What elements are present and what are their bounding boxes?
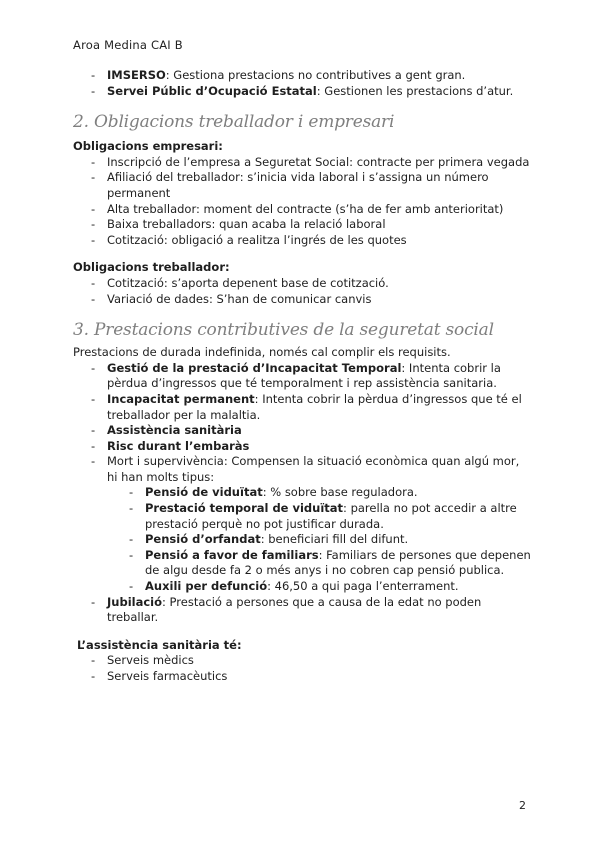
list-item	[73, 439, 533, 455]
item-text: : Familiars de persones que depenen de algu desde fa 2 o més anys i no cobren cap pensió publica.	[145, 547, 531, 578]
sublist-item	[73, 548, 533, 579]
page-number: 2	[519, 799, 526, 812]
item-term: Assistència sanitària	[107, 423, 242, 438]
item-text: : Intenta cobrir la pèrdua d’ingressos que té el treballador per la malaltia.	[107, 391, 522, 422]
list-item: - Cotització: s’aporta depenent base de cotització.	[73, 276, 533, 292]
list-item: - Alta treballador: moment del contracte (s’ha de fer amb anterioritat)	[73, 202, 533, 218]
item-text: Mort i supervivència: Compensen la situació econòmica quan algú mor, hi han molts tipus:	[107, 454, 520, 484]
list-item: - Variació de dades: S’han de comunicar canvis	[73, 292, 533, 308]
list-item: - Serveis mèdics	[73, 653, 533, 669]
item-term: Pensió a favor de familiars	[145, 547, 319, 562]
document-body	[73, 68, 533, 685]
list-item	[73, 84, 533, 100]
empresari-list	[73, 155, 533, 249]
item-term: Risc durant l’embaràs	[107, 438, 250, 453]
section-3-heading: 3. Prestacions contributives de la seguretat social	[73, 320, 494, 341]
item-term: Gestió de la prestació d’Incapacitat Temporal	[107, 360, 402, 375]
list-item	[73, 361, 533, 392]
mort-sublist	[73, 485, 533, 594]
section-2-heading: 2. Obligacions treballador i empresari	[73, 112, 395, 133]
list-item: - Inscripció de l’empresa a Seguretat Social: contracte per primera vegada	[73, 155, 533, 171]
sublist-item	[73, 579, 533, 595]
list-item: - Cotització: obligació a realitza l’ingrés de les quotes	[73, 233, 533, 249]
list-item	[73, 454, 533, 594]
page-header: Aroa Medina CAI B	[73, 38, 183, 52]
list-item: - Serveis farmacèutics	[73, 669, 533, 685]
assistencia-title: L’assistència sanitària té:	[73, 637, 242, 652]
item-term: Incapacitat permanent	[107, 391, 255, 406]
list-item	[73, 392, 533, 423]
list-item: - Baixa treballadors: quan acaba la relació laboral	[73, 217, 533, 233]
item-term: Auxili per defunció	[145, 579, 268, 594]
item-term: Jubilació	[107, 594, 163, 609]
item-text: : 46,50 a qui paga l’enterrament.	[267, 579, 459, 594]
item-text: : Gestionen les prestacions d’atur.	[316, 83, 514, 98]
sublist-item	[73, 501, 533, 532]
treballador-list	[73, 276, 533, 307]
empresari-title: Obligacions empresari:	[73, 139, 223, 154]
item-text: : Gestiona prestacions no contributives a gent gran.	[165, 68, 466, 82]
sublist-item	[73, 485, 533, 501]
list-item	[73, 68, 533, 84]
section-3-intro: Prestacions de durada indefinida, només cal complir els requisits.	[73, 345, 451, 360]
assistencia-list	[73, 653, 533, 684]
item-term: Pensió de viduïtat	[145, 485, 263, 500]
item-term: Prestació temporal de viduïtat	[145, 501, 344, 516]
item-text: : Intenta cobrir la pèrdua d’ingressos que té temporalment i rep assistència sanitaria.	[107, 360, 501, 391]
item-term: Servei Públic d’Ocupació Estatal	[107, 83, 317, 98]
list-item	[73, 595, 533, 626]
sublist-item	[73, 532, 533, 548]
prestacions-list	[73, 361, 533, 626]
item-term: IMSERSO	[107, 68, 166, 82]
item-term: Pensió d’orfandat	[145, 532, 261, 547]
item-text: : parella no pot accedir a altre prestació perquè no pot justificar durada.	[145, 501, 517, 531]
top-list	[73, 68, 533, 99]
item-text: : Prestació a persones que a causa de la edat no poden treballar.	[107, 594, 482, 625]
list-item	[73, 423, 533, 439]
item-text: : beneficiari fill del difunt.	[260, 532, 409, 547]
treballador-title: Obligacions treballador:	[73, 260, 230, 275]
list-item: - Afiliació del treballador: s’inicia vida laboral i s’assigna un número permanent	[73, 170, 533, 201]
item-text: : % sobre base reguladora.	[262, 485, 418, 500]
